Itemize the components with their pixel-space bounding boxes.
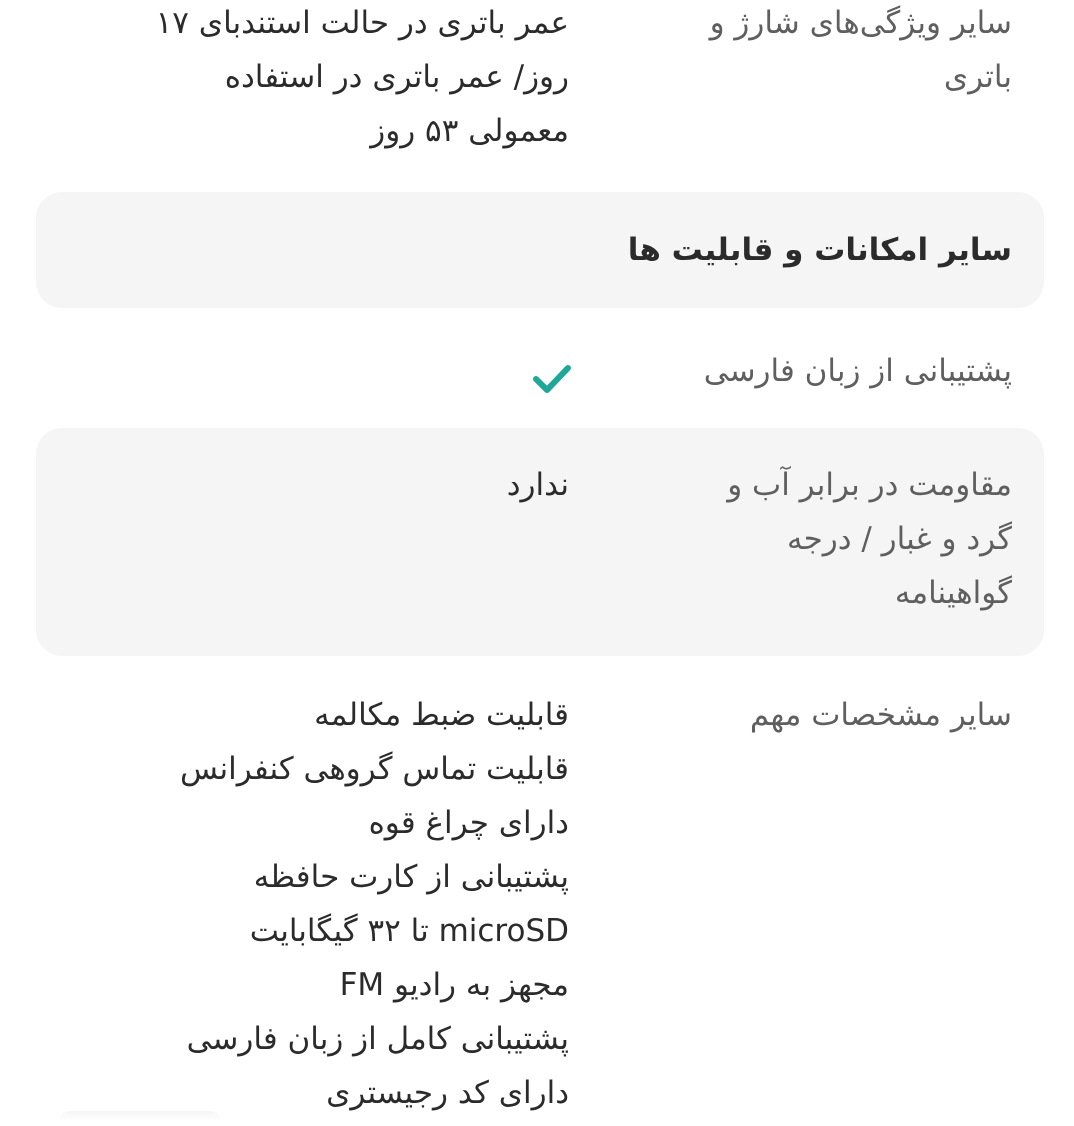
spec-label-persian-support: پشتیبانی از زبان فارسی [703, 353, 1012, 389]
spec-value-water-resistance: ندارد [506, 467, 569, 503]
section-title: سایر امکانات و قابلیت ها [627, 232, 1012, 268]
spec-value-line: عمر باتری در حالت استندبای ۱۷ [155, 5, 569, 41]
section-header [36, 192, 1044, 308]
spec-value-line: قابلیت تماس گروهی کنفرانس [179, 751, 569, 787]
spec-value-other-specs [99, 688, 569, 1120]
spec-value-line: مجهز به رادیو FM [339, 967, 569, 1003]
spec-value-battery [99, 0, 569, 158]
spec-value-line: روز/ عمر باتری در استفاده [224, 59, 569, 95]
spec-value-line: معمولی ۵۳ روز [370, 113, 569, 149]
spec-row-persian-support [36, 340, 1044, 420]
spec-row-other-specs [36, 686, 1044, 1126]
spec-label-battery: سایر ویژگی‌های شارژ و باتری [709, 5, 1012, 95]
spec-row-battery [36, 0, 1044, 166]
spec-value-line: پشتیبانی کامل از زبان فارسی [186, 1021, 569, 1057]
spec-label-water-resistance: مقاومت در برابر آب و گرد و غبار / درجه گواهینامه [727, 467, 1012, 611]
spec-value-line: دارای چراغ قوه [368, 805, 569, 841]
spec-value-line: microSD تا ۳۲ گیگابایت [249, 913, 569, 949]
check-icon [532, 362, 572, 396]
bottom-fade [60, 1111, 220, 1121]
spec-value-line: قابلیت ضبط مکالمه [314, 697, 569, 733]
spec-row-water-resistance [36, 428, 1044, 656]
spec-value-line: پشتیبانی از کارت حافظه [253, 859, 569, 895]
spec-value-line: دارای کد رجیستری [326, 1075, 569, 1111]
spec-label-other-specs: سایر مشخصات مهم [749, 697, 1012, 733]
